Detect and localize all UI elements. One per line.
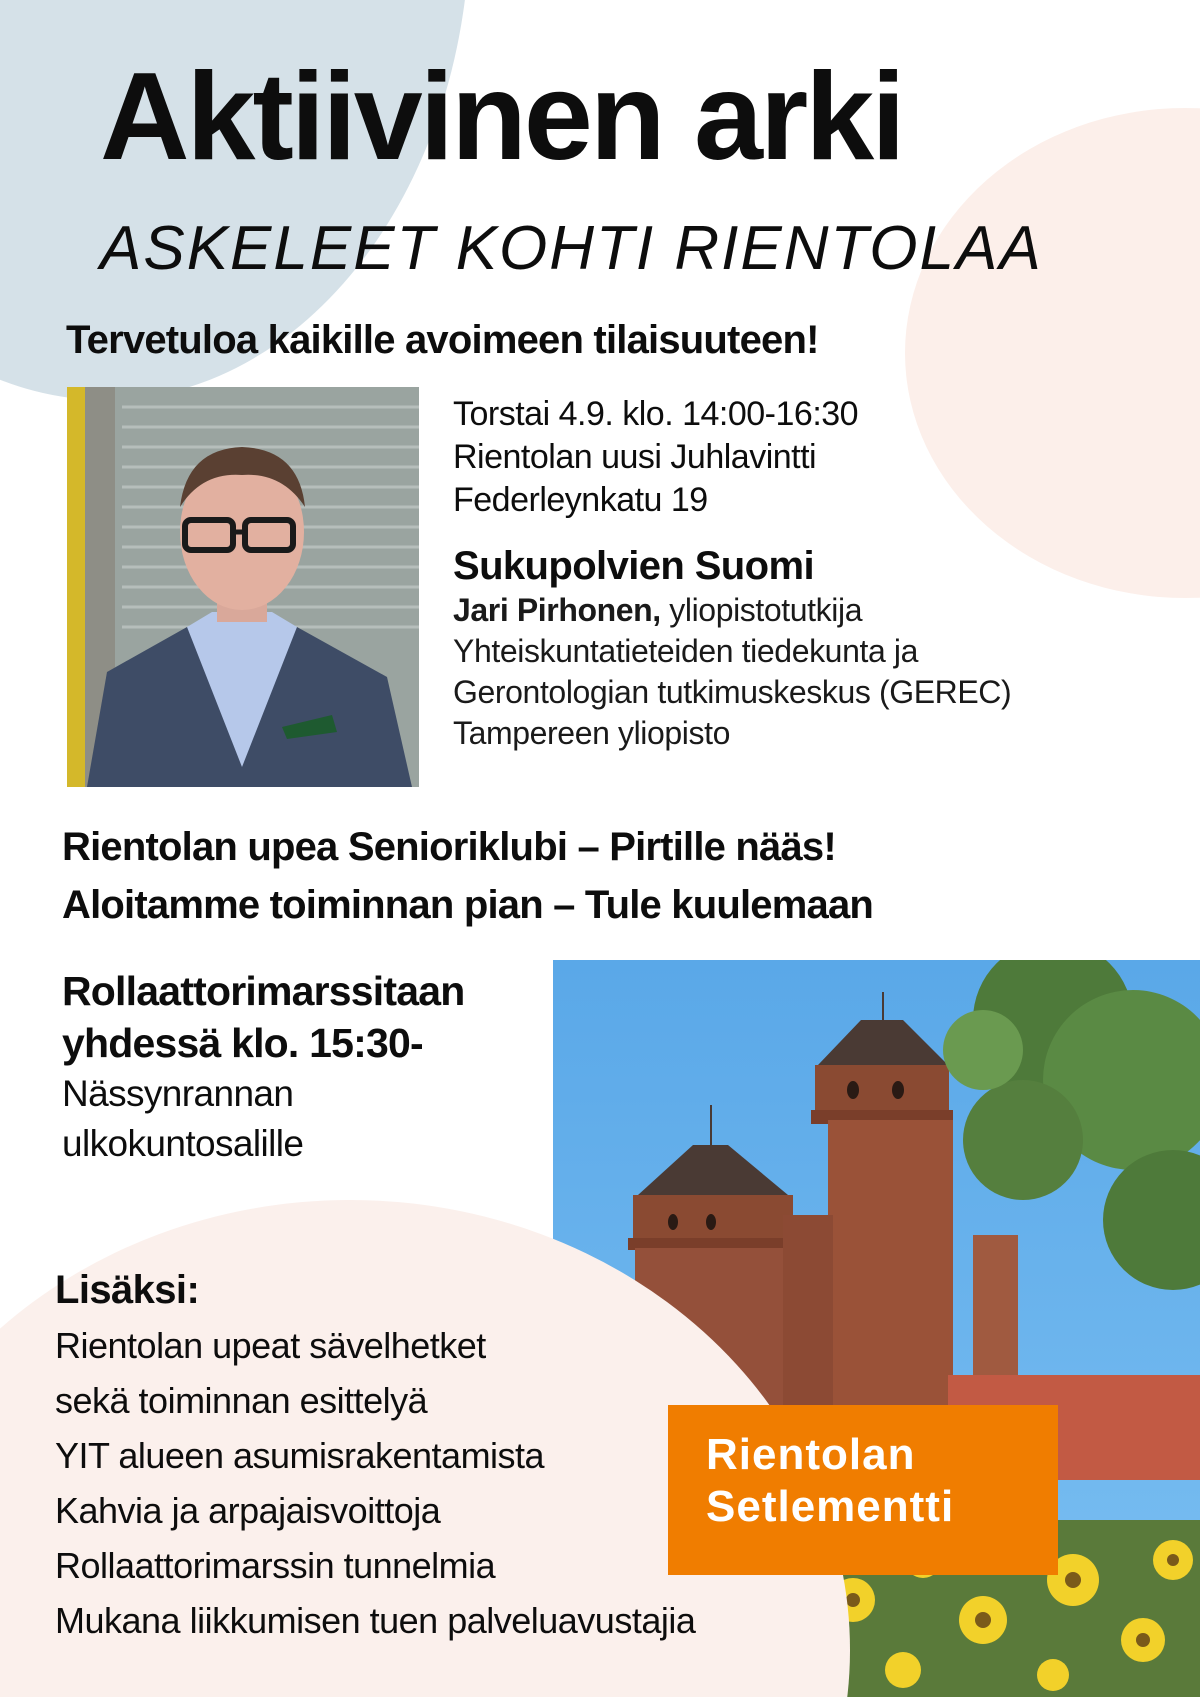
brand-line: Setlementti <box>706 1482 955 1531</box>
march-line: Rollaattorimarssitaan <box>62 968 465 1014</box>
speaker-name: Jari Pirhonen, <box>453 592 661 628</box>
extras-heading: Lisäksi: <box>55 1268 200 1312</box>
speaker-portrait <box>67 387 419 787</box>
extras-section <box>55 1262 695 1648</box>
affiliation-line: Yhteiskuntatieteiden tiedekunta ja <box>453 633 918 669</box>
poster-title: Aktiivinen arki <box>100 48 903 186</box>
extras-item: Kahvia ja arpajaisvoittoja <box>55 1490 441 1531</box>
extras-item: Mukana liikkumisen tuen palveluavustajia <box>55 1600 696 1641</box>
event-datetime: Torstai 4.9. klo. 14:00-16:30 <box>453 395 859 433</box>
speaker-role: yliopistotutkija <box>660 592 863 628</box>
extras-item: YIT alueen asumisrakentamista <box>55 1435 545 1476</box>
march-line: yhdessä klo. 15:30- <box>62 1020 423 1066</box>
event-address: Federleynkatu 19 <box>453 481 708 519</box>
extras-item: Rientolan upeat sävelhetket <box>55 1325 486 1366</box>
poster-subtitle: ASKELEET KOHTI RIENTOLAA <box>100 214 1043 283</box>
march-location: Nässynrannan <box>62 1073 294 1114</box>
event-info <box>453 393 1011 754</box>
march-location: ulkokuntosalille <box>62 1123 304 1164</box>
speaker-line <box>453 590 1011 631</box>
walker-march-section <box>62 965 464 1169</box>
affiliation-line: Gerontologian tutkimuskeskus (GEREC) <box>453 674 1012 710</box>
brand-line: Rientolan <box>706 1430 916 1479</box>
event-venue: Rientolan uusi Juhlavintti <box>453 438 817 476</box>
lecture-title: Sukupolvien Suomi <box>453 544 814 588</box>
affiliation-line: Tampereen yliopisto <box>453 715 730 751</box>
club-line: Aloitamme toiminnan pian – Tule kuulemaan <box>62 883 874 927</box>
club-line: Rientolan upea Senioriklubi – Pirtille nääs! <box>62 825 836 869</box>
welcome-text: Tervetuloa kaikille avoimeen tilaisuuteen! <box>66 318 819 362</box>
senior-club-section <box>62 818 873 934</box>
extras-item: Rollaattorimarssin tunnelmia <box>55 1545 496 1586</box>
extras-item: sekä toiminnan esittelyä <box>55 1380 428 1421</box>
brand-logo <box>668 1405 1058 1575</box>
